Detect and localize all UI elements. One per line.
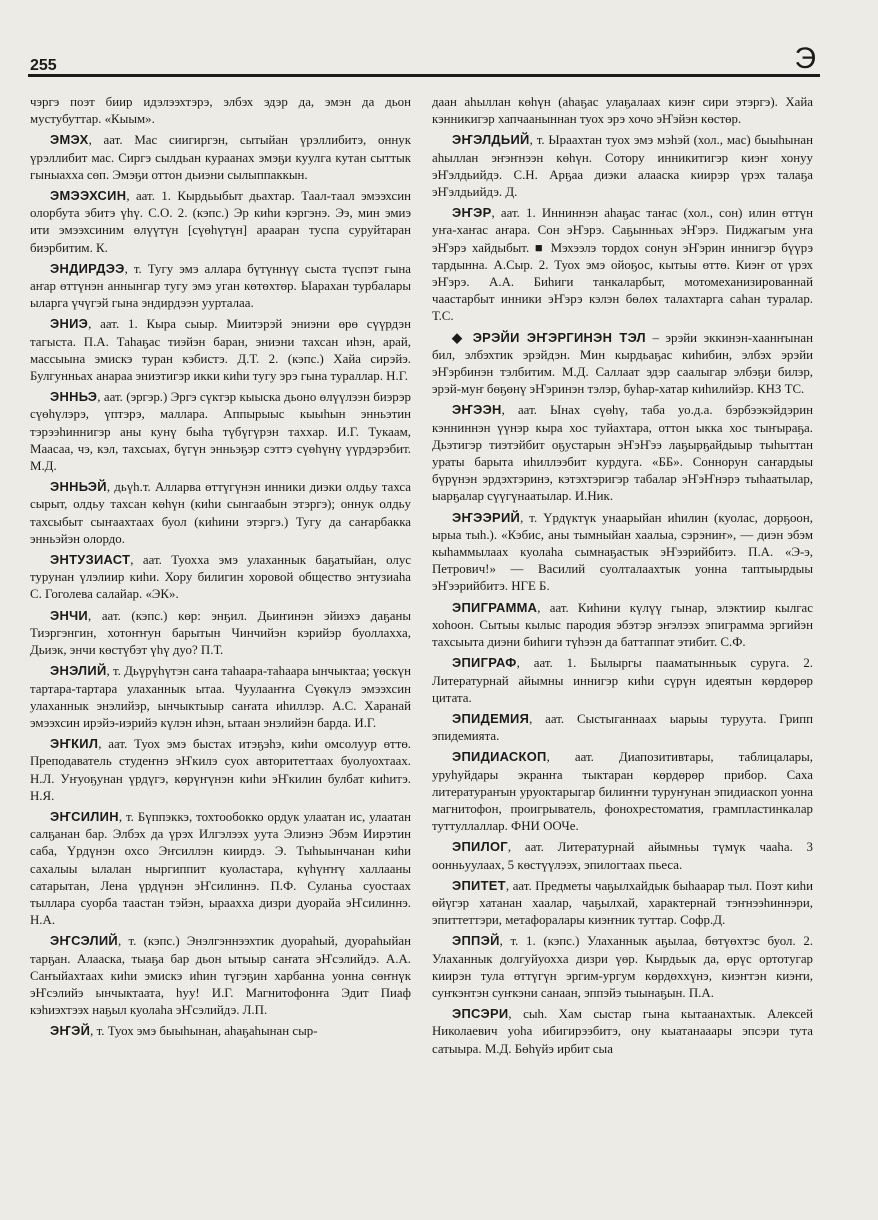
entry-headword: ЭҤЭЭН <box>452 402 502 418</box>
entry-headword: ЭНИЭ <box>50 316 89 332</box>
entry-headword: ◆ ЭРЭЙИ ЭҤЭРГИНЭН ТЭЛ <box>452 329 646 345</box>
entry-definition: , т. Ыраахтан туох эмэ мэһэй (хол., мас) быыһынан аһыллан эҥэҥнээн көһүн. Сотору инникитигэр киэҥ хонуу эҤэлдьийдэ. С.Н. Арҕаа диэки алааска киирэр үрэх талаҕа эҤэлдьийдэ. Д. <box>432 133 813 200</box>
entry-headword: ЭНЭЛИЙ <box>50 663 107 679</box>
dictionary-entry <box>432 329 813 399</box>
entry-headword: ЭПИГРАММА <box>452 599 538 615</box>
entry-headword: ЭПИТЕТ <box>452 877 506 893</box>
entry-definition: , аат. Туох эмэ быстах итэҕэһэ, киһи омсолуур өттө. Преподаватель студеҥнэ эҤкилэ суох авторитеттаах буолуохтаах. Н.Л. Уҥуоҕунан үрдүгэ, көрүҥүнэн киһи эҤкилин булбат киһитэ. Н.Я. <box>30 737 411 803</box>
entry-definition: , т. Тугу эмэ аллара бүтүннүү сыста түспэт гына аҥар өттүнэн аннынгар тугу эмэ уган көтөхтөр. Ыарахан турбалары ыларга үчүгэй гына эндирдээн уурталаа. <box>30 261 411 311</box>
entry-definition: , т. Бүппэккэ, тохтообокко ордук улаатан ис, улаатан салҕанан бар. Элбэх да үрэх Илгэлээх уута Элиэнэ Эбэм Иирэтин саба, Үрдүнэн охсо Эҥсиллэн киирдэ. Э. Тыһыынчанан киһи сахалыы ылалан ныргиппит куоластара, күһүҥҥү халлааны сатарытан, Лена үрдүнэн эҤсилиннэ. П.Ф. Суланьа суостаах тыллара суорба таастан тэйэн, ыраахха дизри дуорайа эҤсилиннэ. Н.А. <box>30 809 411 928</box>
dictionary-entry <box>432 748 813 835</box>
entry-definition: , аат. Предметы чаҕылхайдык быһаарар тыл. Поэт киһи өйүгэр хатанан хаалар, чаҕылхай, характернай тэҥнээһиннэри, эпиттеттэри, метафоралары киэҥник туттар. Софр.Д. <box>432 878 813 928</box>
entry-definition: , аат. Диапозитивтары, таблицалары, уруһуйдары экранҥа тыктаран көрдөрөр прибор. Саха литератураҥын уруоктарыгар билиҥҥи туруҥунан эпидиаскоп уонна магнитофон, проигрыватель, фонохрестоматия, грампластинкалар туттуллаллар. ФНИ ООЧе. <box>432 750 813 834</box>
section-letter: Э <box>794 42 816 75</box>
dictionary-entry <box>432 94 813 128</box>
entry-definition: чэргэ поэт биир идэлээхтэрэ, элбэх эдэр да, эмэн да дьон мустубуттар. «Кыым». <box>30 95 411 127</box>
entry-headword: ЭПИГРАФ <box>452 655 517 671</box>
entry-headword: ЭНЧИ <box>50 607 89 623</box>
entry-headword: ЭННЬЭ <box>50 389 98 405</box>
entry-definition: , аат. Мас сиигиргэн, сытыйан үрэллибитэ, оннук үрэллибит мас. Сиргэ сылдьан кураанах эмэҕи куулга кутан сыттык гыныахха сөп. Эмэҕи оттон дьиэни сылыппаккын. <box>30 133 411 182</box>
dictionary-entry <box>30 94 411 128</box>
entry-headword: ЭНДИРДЭЭ <box>50 260 125 276</box>
entry-definition: , аат. 1. Кыра сыыр. Миитэрэй эниэни өрө сүүрдэн тагыста. П.А. Таһаҕас тиэйэн баран, эниэни тахсан иһэн, арай, массыына эмискэ туран кэбистэ. Д.Т. 2. (кэпс.) Хайа сирэйэ. Булгунньах анараа эниэтигэр икки киһи тугу эрэ гына тураллар. Н.Г. <box>30 317 411 384</box>
entry-headword: ЭППЭЙ <box>452 933 500 949</box>
entry-definition: , аат. Киһини күлүү гынар, элэктиир кылгас хоһоон. Сытыы кылыс пародия эбэтэр эҥэлээх эпиграмма эргийэн тахсыыта диэни биһиги түһээн да баттаппат этибит. С.Ф. <box>432 600 813 650</box>
entry-headword: ЭНТУЗИАСТ <box>50 552 131 568</box>
entry-headword: ЭПИДЕМИЯ <box>452 710 530 726</box>
dictionary-entry <box>30 315 411 385</box>
right-column <box>432 94 813 1061</box>
dictionary-entry <box>30 932 411 1019</box>
left-column <box>30 94 411 1044</box>
dictionary-entry <box>30 478 411 548</box>
dictionary-entry <box>432 654 813 707</box>
entry-headword: ЭҤЭЙ <box>50 1023 91 1039</box>
entry-headword: ЭПСЭРИ <box>452 1006 509 1022</box>
entry-definition: , дьүһ.т. Алларва өттүгүнэн инники диэки олдьу тахса сырыт, олдьу тахсан көһүн (киһи сынгаабын этэргэ); оннук олдьу тахсыбыт сыҥаахтаах буол (киһини этэргэ.) Тугу да саҥарбакка энньэйэн олордо. <box>30 480 411 546</box>
entry-definition: , сыһ. Хам сыстар гына кытаанахтык. Алексей Николаевич уоһа ибигирээбитэ, ону кыатанааары эпсэри тута сатыыра. М.Д. Бөһүйэ ирбит сыа <box>432 1007 813 1056</box>
dictionary-entry <box>30 607 411 660</box>
dictionary-entry <box>432 1005 813 1058</box>
entry-definition: даан аһыллан көһүн (аһаҕас улаҕалаах киэҥ сири этэргэ). Хайа кэнникигэр хапчааныннан туох эрэ хочо эҤэйэн көстөр. <box>432 95 813 127</box>
entry-headword: ЭМЭХ <box>50 132 89 148</box>
entry-definition: , т. (кэпс.) Энэлгэннээхтик дуораһый, дуораһыйан тарҕан. Алааска, тыаҕа бар дьон ытыыр саҥата эҤсэлийдэ. А.А. Саҥыйахтаах киһи эмискэ иһин түгэҕин харбанна уонна сөҥнүк эҤсэлийэ ынчыктаата, һуу! И.Г. Магнитофонҥа Эдит Пиаф кэһиэхтээх наҕыл куолаһа эҤсэлийдэ. Л.П. <box>30 934 411 1018</box>
entry-definition: , аат. (кэпс.) көр: энҕил. Дьиҥинэн эйиэхэ даҕаны Тиэргэнгин, хотоҥҥун барытын Чинчийэн кэрийэр буоллахха, Дьиэк, энчи көстүбэт үһү дуо? П.Т. <box>30 608 411 658</box>
entry-headword: ЭҤЭЛДЬИЙ <box>452 132 530 148</box>
entry-headword: ЭҤЭЭРИЙ <box>452 509 521 525</box>
entry-headword: ЭПИДИАСКОП <box>452 749 547 765</box>
entry-headword: ЭПИЛОГ <box>452 839 508 855</box>
entry-definition: , т. 1. (кэпс.) Улаханнык аҕылаа, бөтүөхтэс буол. 2. Улаханнык долгуйуохха дизри үөр. Кырдьык да, өрүс ортотугар киирэн тула өттүгүн эргим-ургум көрдөххүнэ, киэҥтэн киэҥи, суҥкэнтэн суҥкэни санаан, эппэйэ тыынаҕын. П.А. <box>432 934 813 1000</box>
entry-headword: ЭМЭЭХСИН <box>50 188 127 204</box>
dictionary-entry <box>432 509 813 596</box>
dictionary-entry <box>30 388 411 475</box>
dictionary-entry <box>432 599 813 652</box>
entry-definition: , аат. 1. Кырдьыбыт дьахтар. Таал-таал эмээхсин олорбута эбитэ үһү. С.О. 2. (кэпс.) Эр киһи кэргэнэ. Ээ, мин эмиэ ити эмээхсиним өлүүтүн [сүөһүтүн] арааран туспа суруйтаран биэрбитим. К. <box>30 189 411 255</box>
entry-definition: , аат. (эргэр.) Эргэ сүктэр кыыска дьоно өлүүлээн биэрэр сүөһүлэрэ, үптэрэ, маллара. Аппырыыс кыыһын энньэтин тэрээһиннигэр аны кунү быһа түбүгүрэн таххар. И.Г. Тукаам, Маасаа, чэ, кэл, тахсыах, бүгүн энньэҕэр сэттэ сүөһүнү үүрдэрэбит. М.Д. <box>30 390 411 474</box>
entry-headword: ЭҤЭР <box>452 205 492 221</box>
dictionary-entry <box>432 401 813 505</box>
entry-definition: , т. Үрдүктүк унаарыйан иһилин (куолас, дорҕоон, ырыа тыһ.). «Кэбис, аны тымныйан хаалыа, сэрэниҥ», — диэн эбэм кыһаммылаах куолаһа сымнаҕастык эҤээрийбитэ. П.А. «Э-э, Петрович!» — Василий суолталаахтык уонна таптыырдыы эҤээрийбитэ. НГЕ Б. <box>432 510 813 594</box>
entry-definition: , аат. Сыстыганнаах ыарыы туруута. Грипп эпидемията. <box>432 711 813 744</box>
dictionary-entry <box>432 710 813 745</box>
entry-definition: – эрэйи эккинэн-хаанҥынан бил, элбэхтик эрэйдэн. Мин кырдьаҕас киһибин, элбэх эрэйи эҤэрбинэн тэлбитим. М.Д. Саллаат эдэр саалыгар элбэҕи билэр, эрэй-муҥ бөҕөнү эҤэринэн тэлэр, буһар-хатар киһилийэр. КНЗ ТС. <box>432 330 813 397</box>
dictionary-entry <box>30 808 411 929</box>
dictionary-entry <box>30 551 411 604</box>
entry-headword: ЭҤСИЛИН <box>50 808 119 824</box>
dictionary-entry <box>30 735 411 805</box>
entry-definition: , т. Дьүрүһүтэн саҥа таһаара-таһаара ынчыктаа; үөскүн тартара-тартара улаханнык ытаа. Чуулааҥҥа Сүөкүлэ эмээхсин улаханнык энэлийэр, ынчыктыыр саҥата иһиллэр. А.С. Харанай эмээхсин ирэйэ-иэрийэ күлэн иһэн, ытаан энэлийэн бардa. И.Г. <box>30 664 411 730</box>
entry-definition: , аат. Литературнай айымньы түмүк чааһа. 3 оонньуулаах, 5 көстүүлээх, эпилогтаах пьеса. <box>432 840 813 872</box>
entry-definition: , аат. 1. Инниннэн аһаҕас таҥас (хол., сон) илин өттүн уҥа-хаҥас аҥара. Сон эҤэрэ. Саҕынньах эҤэрэ. Пиджагым уҥа эҤэрэ хайдыбыт. ■ Мэхээлэ тордох сонун эҤэрин иннигэр бүүрэ тардынна. А.Сыр. 2. Туох эмэ ойоҕос, кытыы өттө. Киэҥ от үрэх эҤэрэ. А.А. Биһиги танкаларбыт, мотомеханизированнай чаастарбыт инники эҤэрэ кэлэн бөлөх талахтарга саһан туралар. Т.С. <box>432 206 813 324</box>
dictionary-entry <box>30 131 411 184</box>
entry-headword: ЭҤСЭЛИЙ <box>50 933 119 949</box>
dictionary-entry <box>432 838 813 873</box>
dictionary-entry <box>432 877 813 930</box>
dictionary-entry <box>30 260 411 313</box>
entry-definition: , т. Туох эмэ быыһынан, аһаҕаһынан сыр- <box>90 1024 318 1039</box>
entry-definition: , аат. Ынах сүөһү, таба уо.д.а. бэрбээкэйдэрин кэнниннэн үүнэр кыра хос туйахтара, оттон ыкка хос тыҥыраҕа. Дьэтигэр тиэтэйбит оҕустарын эҤэҤээ лаҕырҕайдыыр тыһыттан ураты барыта иһиллээбит курдуга. «ББ». Соннорун саҥардыы бүрүнэн эрдэхтэринэ, кэтэхтэригэр табалар эҤэҤнэрэ тыһаатылар, ыарҕалар сүүгүнаатылар. И.Ник. <box>432 403 813 504</box>
entry-definition: , аат. Туохха эмэ улаханнык баҕатыйан, олус турунан үлэлиир киһи. Хору билигин хоровой общество энтузиаһа С. Гоголева салайар. «ЭК». <box>30 553 411 602</box>
entry-headword: ЭҤКИЛ <box>50 736 99 752</box>
header-rule <box>28 74 820 77</box>
entry-headword: ЭННЬЭЙ <box>50 479 107 495</box>
dictionary-entry <box>432 932 813 1002</box>
dictionary-entry <box>432 131 813 201</box>
page-number: 255 <box>30 57 57 74</box>
dictionary-entry <box>30 1022 411 1040</box>
dictionary-entry <box>30 662 411 732</box>
dictionary-entry <box>432 204 813 325</box>
entry-definition: , аат. 1. Былыргы пааматынньык суруга. 2. Литературнай айымны иннигэр киһи сүрүн идеятын көрдөрөр цитата. <box>432 656 813 705</box>
dictionary-entry <box>30 187 411 257</box>
